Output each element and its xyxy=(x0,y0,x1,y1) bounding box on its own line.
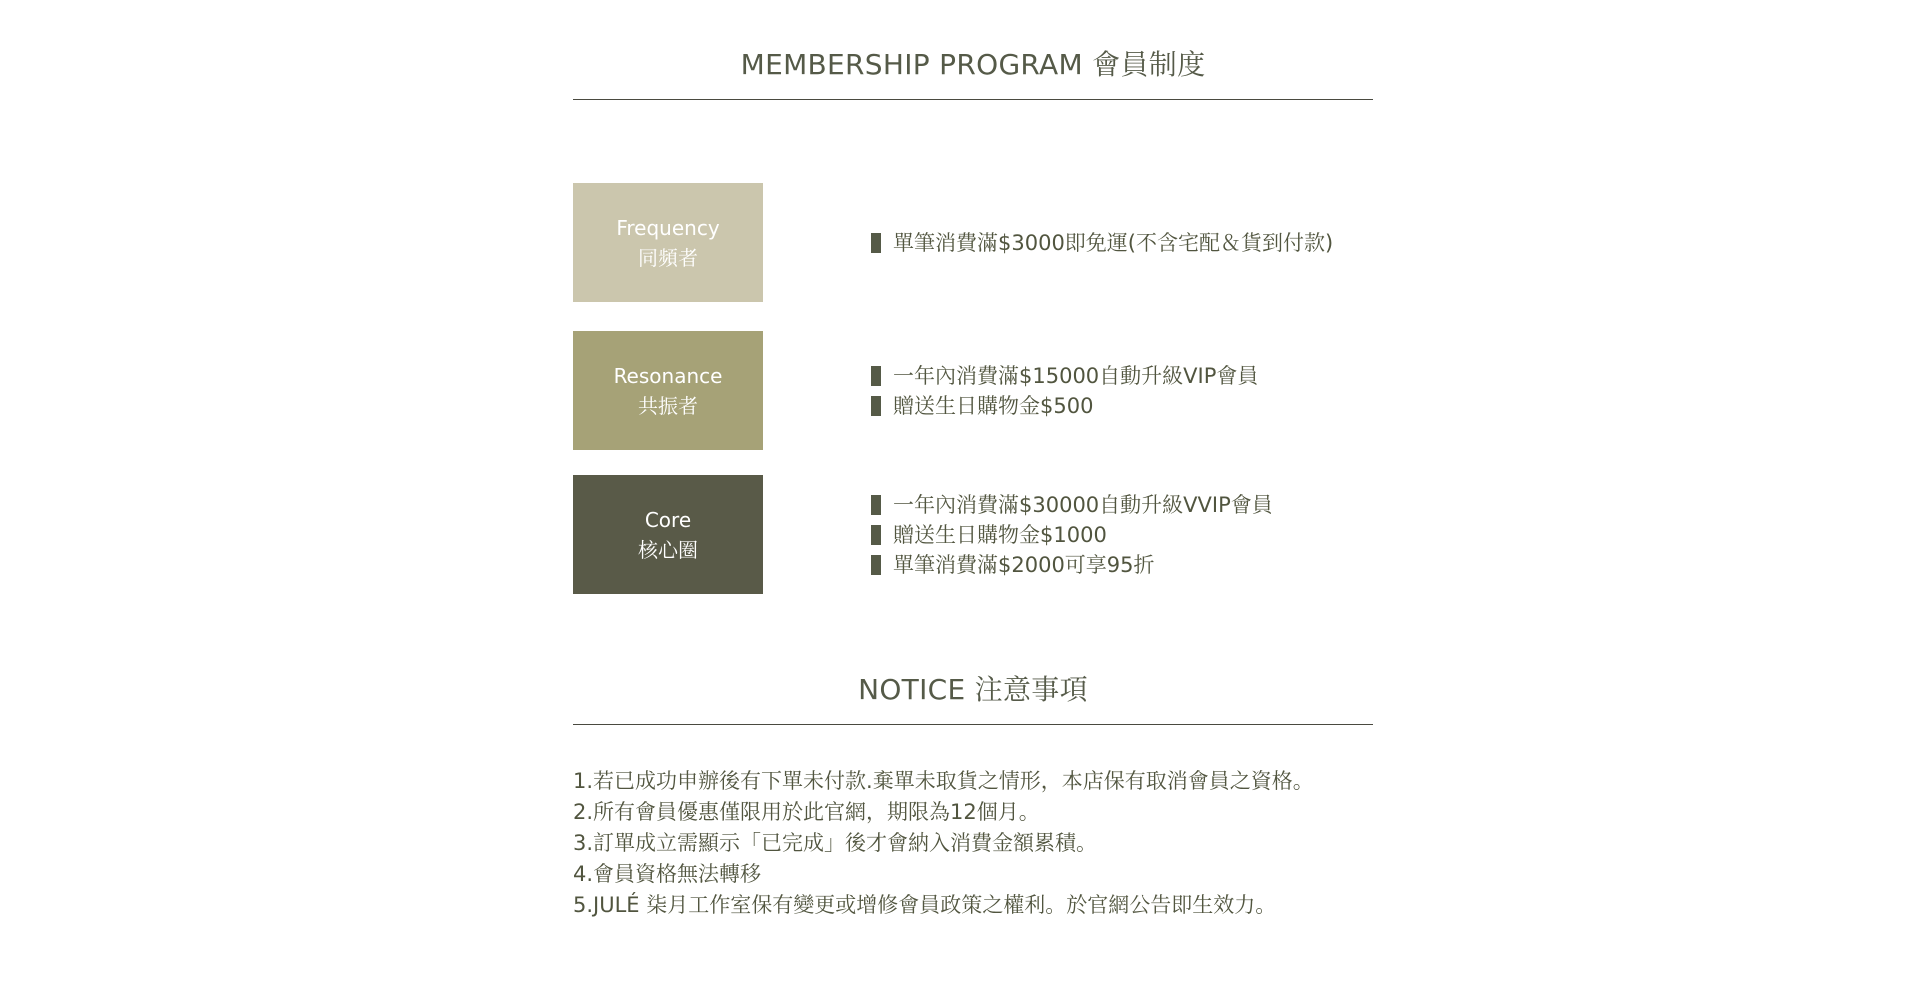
notice-list xyxy=(573,766,1373,921)
notice-item: 4.會員資格無法轉移 xyxy=(573,862,762,886)
benefit-item xyxy=(871,550,1273,580)
tier-name-zh: 共振者 xyxy=(638,393,698,418)
benefit-text: 一年內消費滿$30000自動升級VVIP會員 xyxy=(893,492,1273,517)
bullet-bar-icon xyxy=(871,495,881,515)
tier-benefit-list xyxy=(871,331,1258,450)
bullet-bar-icon xyxy=(871,396,881,416)
notice-item: 1.若已成功申辦後有下單未付款.棄單未取貨之情形，本店保有取消會員之資格。 xyxy=(573,769,1314,793)
tier-badge-resonance xyxy=(573,331,763,450)
tier-name-zh: 核心圈 xyxy=(638,537,698,562)
benefit-text: 單筆消費滿$2000可享95折 xyxy=(893,552,1155,577)
tier-resonance xyxy=(573,331,1373,451)
benefit-item xyxy=(871,520,1273,550)
benefit-item xyxy=(871,490,1273,520)
benefit-text: 贈送生日購物金$1000 xyxy=(893,522,1107,547)
tier-badge-core xyxy=(573,475,763,594)
tier-benefit-list xyxy=(871,183,1333,302)
bullet-bar-icon xyxy=(871,555,881,575)
tier-name-en: Core xyxy=(644,507,692,532)
notice-item: 5.JULÉ 柒月工作室保有變更或增修會員政策之權利。於官網公告即生效力。 xyxy=(573,893,1277,917)
notice-title: NOTICE 注意事項 xyxy=(858,673,1088,706)
benefit-text: 一年內消費滿$15000自動升級VIP會員 xyxy=(893,363,1259,388)
benefit-item xyxy=(871,391,1258,421)
tier-name-en: Resonance xyxy=(613,363,723,388)
bullet-bar-icon xyxy=(871,366,881,386)
benefit-text: 單筆消費滿$3000即免運(不含宅配＆貨到付款) xyxy=(893,230,1334,255)
tier-core xyxy=(573,475,1373,595)
notice-item: 2.所有會員優惠僅限用於此官網，期限為12個月。 xyxy=(573,800,1040,824)
notice-divider xyxy=(573,724,1373,725)
bullet-bar-icon xyxy=(871,525,881,545)
tier-frequency xyxy=(573,183,1373,303)
benefit-item xyxy=(871,361,1258,391)
membership-title: MEMBERSHIP PROGRAM 會員制度 xyxy=(740,48,1206,81)
notice-item: 3.訂單成立需顯示「已完成」後才會納入消費金額累積。 xyxy=(573,831,1098,855)
benefit-item xyxy=(871,228,1333,258)
tier-name-en: Frequency xyxy=(616,215,720,240)
benefit-text: 贈送生日購物金$500 xyxy=(893,393,1094,418)
bullet-bar-icon xyxy=(871,233,881,253)
tier-badge-frequency xyxy=(573,183,763,302)
tier-name-zh: 同頻者 xyxy=(638,245,698,270)
tier-benefit-list xyxy=(871,475,1273,594)
membership-divider xyxy=(573,99,1373,100)
